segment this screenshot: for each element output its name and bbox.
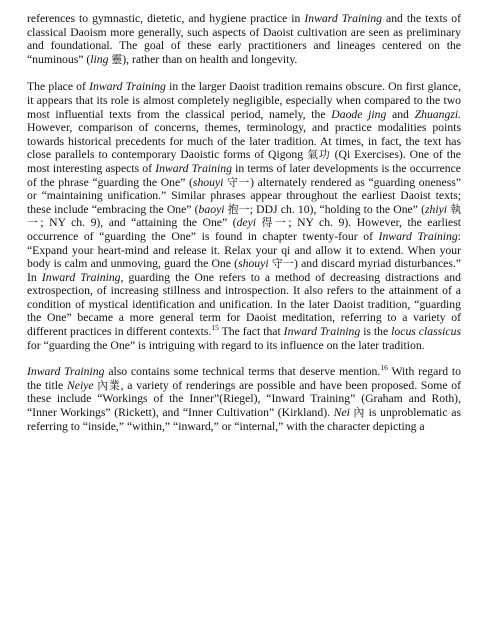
italic-term: Inward Training bbox=[89, 80, 166, 94]
italic-term: Neiye bbox=[66, 378, 94, 392]
text-run: However, comparison of concerns, themes, terminology, and practice modalities points towards historical precedents for much of the later tradition. At times, in fact, the text has close parallels to contemporary Daoistic forms of Qigong bbox=[27, 121, 461, 162]
chinese-characters: 氣功 bbox=[307, 148, 331, 162]
italic-term: Inward Training, bbox=[41, 270, 124, 284]
text-run: ) and discard myriad disturbances.” In bbox=[27, 257, 461, 284]
chinese-characters: 守一 bbox=[271, 257, 294, 271]
text-run: is the bbox=[360, 325, 392, 339]
text-run: and the texts of classical Daoism more generally, such aspects of Daoist cultivation are seen as preliminary and foundational. The goal of these early practitioners and lineages centered on the “numinous” ( bbox=[27, 12, 462, 66]
text-run: : “Expand your heart-mind and release it. Relax your qi and allow it to extend. When your body is calm and unmoving, guard the One ( bbox=[27, 229, 461, 271]
italic-term: deyi bbox=[236, 216, 257, 230]
text-run: and bbox=[386, 107, 415, 121]
italic-term: Inward Training bbox=[155, 161, 232, 175]
text-run: ), rather than on health and longevity. bbox=[122, 52, 298, 66]
text-run: in the larger Daoist tradition remains obscure. On first glance, it appears that its role is almost completely negligible, especially when compared to the two most influential texts from the classical period, namely, the bbox=[27, 80, 462, 121]
document-page bbox=[27, 12, 461, 446]
italic-term: zhiyi bbox=[424, 202, 448, 216]
text-run: is unproblematic as referring to “inside,” “within,” “inward,” or “internal,” with the character depicting a bbox=[27, 406, 461, 433]
text-run: guarding the One refers to a method of decreasing distractions and extrospection, of increasing stillness and introspection. It also refers to the attainment of a condition of mystical identification and unification. In the later Daoist tradition, “guarding the One” became a more general term for Daoist meditation, referring to a variety of different practices in different contexts. bbox=[27, 270, 461, 339]
italic-term: Inward Training bbox=[283, 325, 361, 339]
text-run: references to gymnastic, dietetic, and hygiene practice in bbox=[27, 12, 305, 25]
italic-term: Inward Training bbox=[378, 229, 458, 243]
text-run: ; NY ch. 9). However, the earliest occurrence of “guarding the One” is found in chapter twenty-four of bbox=[27, 216, 462, 243]
text-run: for “guarding the One” is intriguing with regard to its influence on the later tradition. bbox=[27, 338, 425, 352]
text-run: With regard to the title bbox=[27, 365, 461, 392]
chinese-characters: 得一 bbox=[261, 216, 289, 230]
paragraph-2 bbox=[27, 80, 461, 352]
italic-term: baoyi bbox=[198, 202, 225, 216]
text-run: ) alternately rendered as “guarding oneness” or “maintaining unification.” Similar phrases appear throughout the earliest Daoist texts; these include “embracing the One” ( bbox=[27, 175, 462, 216]
text-run: in terms of later developments is the occurrence of the phrase “guarding the One” ( bbox=[27, 161, 461, 189]
italic-term: Zhuangzi. bbox=[414, 107, 462, 121]
italic-term: ling bbox=[90, 52, 109, 66]
italic-term: shouyi bbox=[238, 257, 269, 271]
italic-term: Inward Training bbox=[304, 12, 383, 25]
chinese-characters: 守一 bbox=[227, 175, 251, 189]
chinese-characters: 內業 bbox=[97, 378, 121, 392]
paragraph-1 bbox=[27, 12, 461, 66]
italic-term: Inward Training bbox=[27, 365, 105, 379]
italic-term: Daode jing bbox=[331, 107, 387, 121]
text-run: The fact that bbox=[218, 325, 284, 339]
chinese-characters: 內 bbox=[353, 406, 366, 420]
chinese-characters: 抱一 bbox=[227, 202, 250, 216]
italic-term: locus classicus bbox=[391, 325, 461, 339]
text-run: ; NY ch. 9), and “attaining the One” ( bbox=[40, 216, 237, 230]
italic-term: Nei bbox=[333, 406, 350, 420]
chinese-characters: 執一 bbox=[27, 202, 462, 230]
chinese-characters: 靈 bbox=[111, 52, 123, 66]
footnote-ref: 16 bbox=[380, 363, 388, 373]
text-run: , a variety of renderings are possible and have been proposed. Some of these include “Workings of the Inner”(Riegel), “Inward Training” (Graham and Roth), “Inner Workings” (Rickett), and “Inner Cultivation” (Kirkland). bbox=[27, 378, 462, 420]
text-run: also contains some technical terms that deserve mention. bbox=[104, 365, 381, 379]
paragraph-3 bbox=[27, 365, 461, 433]
italic-term: shouyi bbox=[192, 175, 224, 189]
text-run: The place of bbox=[27, 80, 90, 94]
text-run: ; DDJ ch. 10), “holding to the One” ( bbox=[249, 202, 425, 216]
footnote-ref: 15 bbox=[211, 323, 219, 333]
text-run: (Qi Exercises). One of the most interesting aspects of bbox=[27, 148, 461, 175]
